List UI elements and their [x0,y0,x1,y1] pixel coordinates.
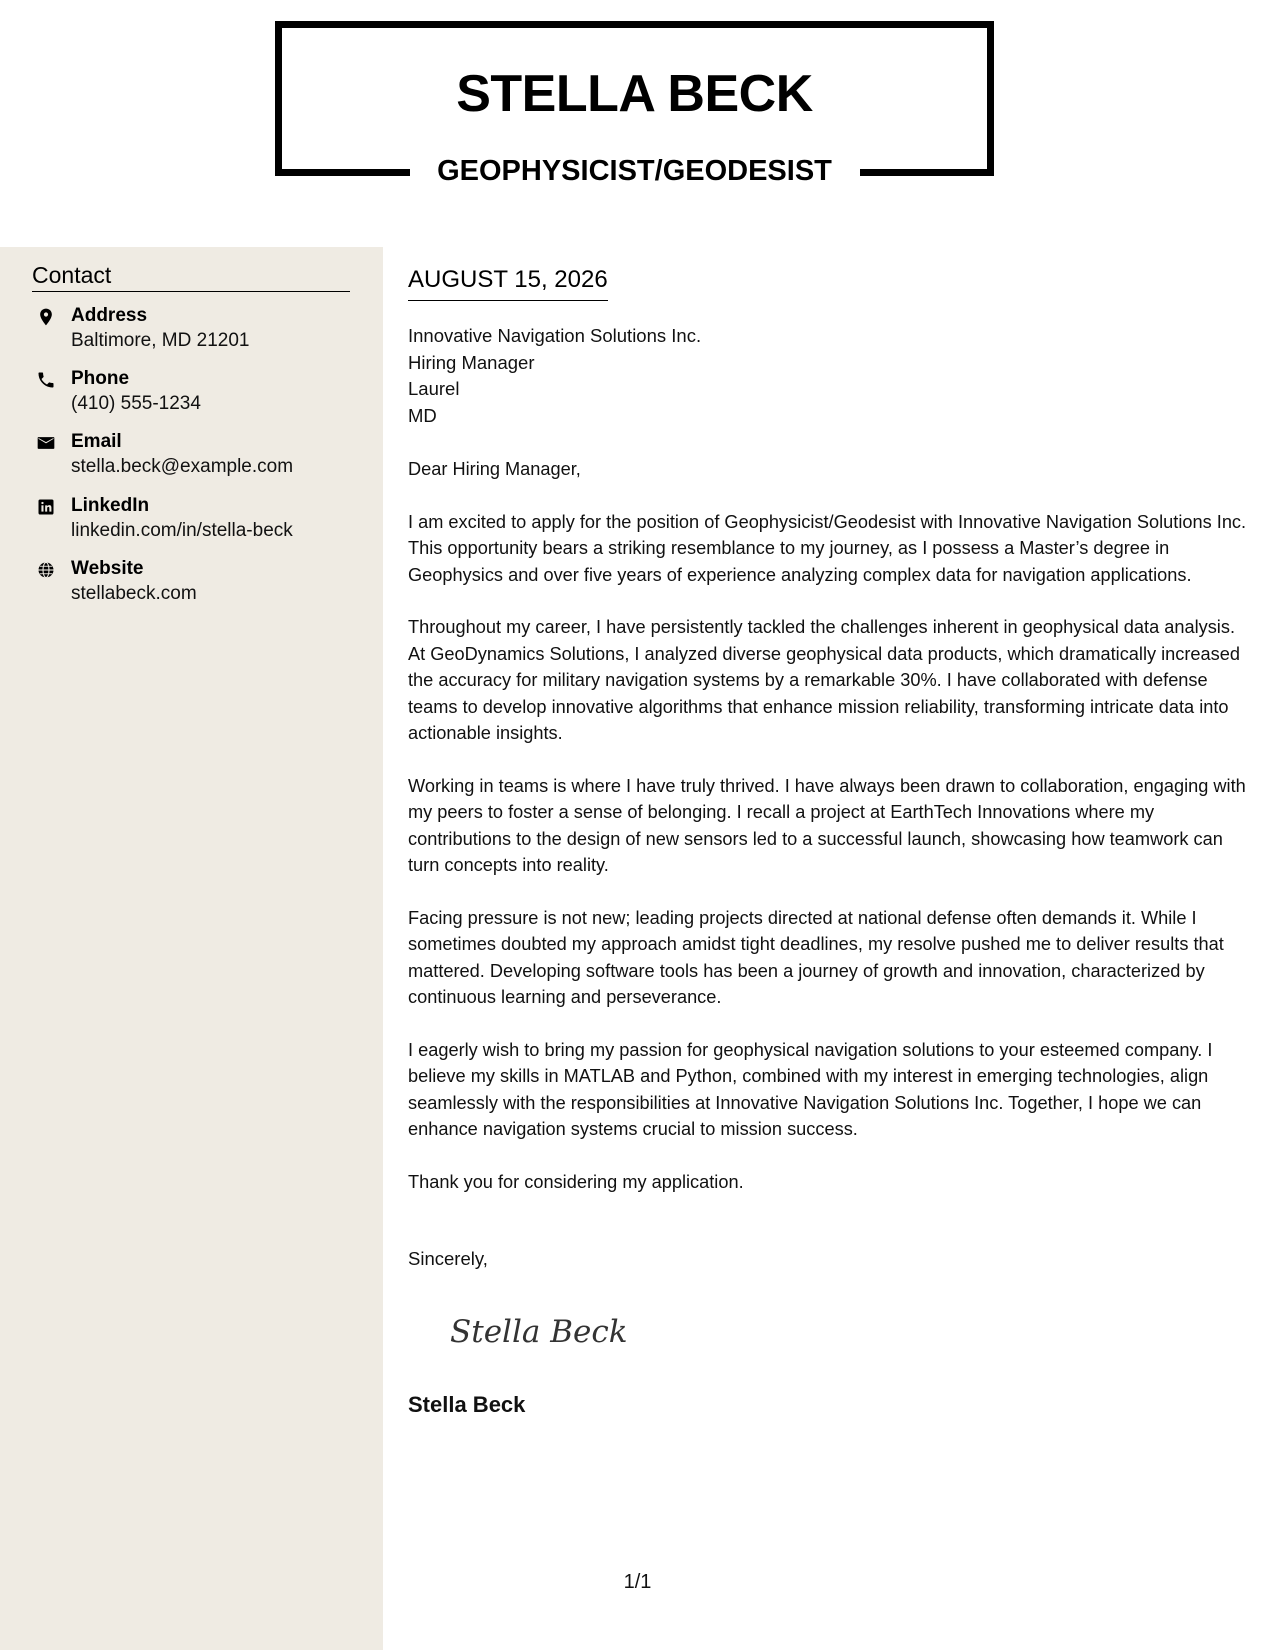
closing: Sincerely, [408,1248,488,1269]
recipient-state: MD [408,404,437,426]
contact-heading: Contact [32,262,350,292]
recipient-role: Hiring Manager [408,351,535,373]
letter-body [408,456,1253,1221]
paragraph: Thank you for considering my application. [408,1171,744,1192]
contact-label: Phone [71,368,130,389]
email-icon [36,433,56,453]
signature-image [448,1308,628,1354]
paragraph: Throughout my career, I have persistently tackled the challenges inherent in geophysical data analysis. At GeoDynamics Solutions, I analyzed diverse geophysical data products, which dramatically increased the accuracy for military navigation systems by a remarkable 30%. I have collaborated with defense teams to develop innovative algorithms that enhance mission reliability, transforming intricate data into actionable insights. [408,617,1240,743]
phone-icon [36,370,56,390]
applicant-name: STELLA BECK [456,65,813,123]
paragraph: Working in teams is where I have truly thrived. I have always been drawn to collaboration, engaging with my peers to foster a sense of belonging. I recall a project at EarthTech Innovations where my contributions to the design of new sensors led to a successful launch, showcasing how teamwork can turn concepts into reality. [408,775,1246,875]
contact-label: Address [71,305,148,326]
contact-label: Email [71,431,122,452]
paragraph: I eagerly wish to bring my passion for geophysical navigation solutions to your esteemed company. I believe my skills in MATLAB and Python, combined with my interest in emerging technologies, align seamlessly with the responsibilities at Innovative Navigation Solutions Inc. Together, I hope we can enhance navigation systems crucial to mission success. [408,1039,1213,1139]
signer-name: Stella Beck [408,1392,526,1417]
contact-label: Website [71,558,144,579]
contact-value: stellabeck.com [71,583,197,604]
recipient-company: Innovative Navigation Solutions Inc. [408,325,702,346]
linkedin-icon [36,497,56,517]
greeting: Dear Hiring Manager, [408,459,581,479]
letter-date: AUGUST 15, 2026 [408,266,608,301]
page-number: 1/1 [623,1571,652,1593]
job-title: GEOPHYSICIST/GEODESIST [437,155,832,187]
globe-icon [36,560,56,580]
recipient-city: Laurel [408,378,460,399]
contact-value: Baltimore, MD 21201 [71,330,250,351]
contact-value: linkedin.com/in/stella-beck [71,520,293,541]
contact-value: (410) 555-1234 [71,393,201,414]
contact-value: stella.beck@example.com [71,456,294,477]
paragraph: Facing pressure is not new; leading projects directed at national defense often demands it. While I sometimes doubted my approach amidst tight deadlines, my resolve pushed me to deliver results that mattered. Developing software tools has been a journey of growth and innovation, characterized by continuous learning and perseverance. [408,907,1224,1007]
signature-text: Stella Beck [450,1314,628,1350]
paragraph: I am excited to apply for the position of Geophysicist/Geodesist with Innovative Navigation Solutions Inc. This opportunity bears a striking resemblance to my journey, as I possess a Master’s degree in Geophysics and over five years of experience analyzing complex data for navigation applications. [408,511,1247,585]
recipient-block [408,323,701,429]
location-pin-icon [36,307,56,327]
contact-label: LinkedIn [71,495,150,516]
